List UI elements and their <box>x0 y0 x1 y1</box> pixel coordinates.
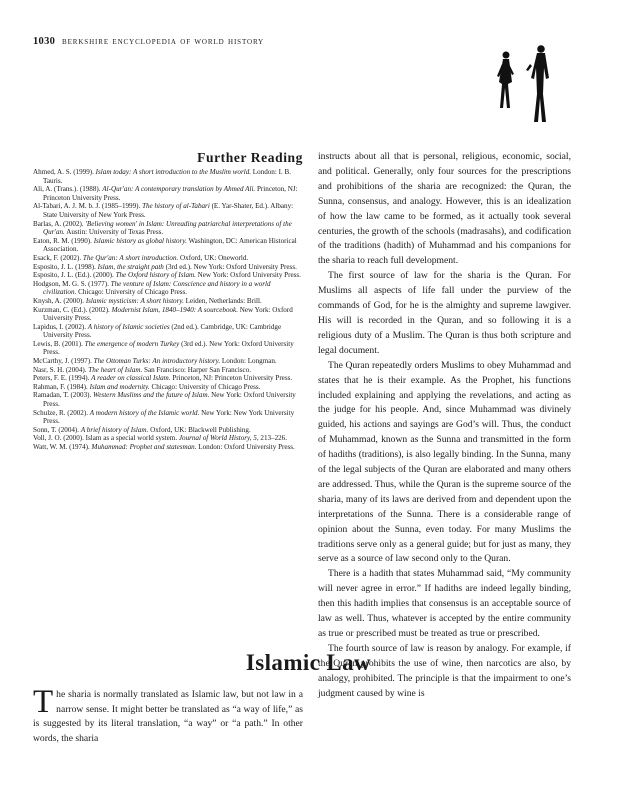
body-column-right <box>318 150 571 702</box>
reference-item <box>33 426 303 435</box>
reference-post: Chicago: University of Chicago Press. <box>149 382 261 391</box>
reference-title: Al-Qur'an: A contemporary translation by Ahmed Ali. <box>102 185 256 194</box>
reference-pre: Sonn, T. (2004). <box>33 425 81 434</box>
reference-title: Islam, the straight path <box>97 262 164 271</box>
drop-cap: T <box>33 684 54 720</box>
reference-item <box>33 168 303 185</box>
reference-item <box>33 374 303 383</box>
reference-post: Princeton, NJ: Princeton University Press. <box>170 374 293 383</box>
reference-item <box>33 202 303 219</box>
body-paragraph: There is a hadith that states Muhammad said, “My community will never agree in error.” If hadiths are indeed legally binding, then this hadith implies that consensus is an acceptable source of law as well. Thus, whatever is accepted by the entire community as true or prescribed must be treated as true or prescribed. <box>318 568 571 639</box>
reference-title: A history of Islamic societies <box>87 322 170 331</box>
body-paragraph: instructs about all that is personal, religious, economic, social, and political. Generally, only four sources for the prescriptions and prohibitions of the sharia are recognized: the Quran, the Sunna, consensus, and analogy. However, this is an idealization of how the law came to be formed, as it actually took several centuries, the growth of the schools (madrasahs), and codification of the traditions (hadith) of Muhammad and his companions for the sharia to reach full development. <box>318 151 571 267</box>
reference-title: Journal of World History, 5, <box>178 434 259 443</box>
running-header <box>33 36 264 47</box>
reference-pre: Watt, W. M. (1974). <box>33 443 92 451</box>
reference-post: (2nd ed.). Cambridge, UK: Cambridge University Press. <box>43 322 282 340</box>
reference-item <box>33 443 303 452</box>
reference-title: A brief history of Islam. <box>80 425 149 434</box>
reference-item <box>33 323 303 340</box>
reference-post: London: Longman. <box>220 357 277 366</box>
reference-title: The Qur'an: A short introduction. <box>82 253 179 262</box>
reference-title: A reader on classical Islam. <box>91 374 171 383</box>
reference-title: The emergence of modern Turkey <box>84 339 180 348</box>
reference-pre: Peters, F. E. (1994). <box>33 374 92 383</box>
reference-post: New York: New York University Press. <box>43 408 295 426</box>
reference-post: 213–226. <box>258 434 287 443</box>
further-reading-section <box>33 150 303 452</box>
reference-pre: Esack, F. (2002). <box>33 253 83 262</box>
reference-post: New York: Oxford University Press. <box>43 305 293 323</box>
reference-pre: Esposito, J. L. (Ed.). (2000). <box>33 271 116 280</box>
reference-post: San Francisco: Harper San Francisco. <box>142 365 252 374</box>
reference-title: The heart of Islam. <box>88 365 143 374</box>
body-paragraph: The fourth source of law is reason by analogy. For example, if the Quran prohibits the use of wine, then narcotics are also, by analogy, prohibited. The principle is that the impairment to one’s judgment caused by wine is <box>318 642 571 699</box>
figures-illustration-icon <box>486 42 566 124</box>
reference-pre: Kurzman, C. (Ed.). (2002). <box>33 305 112 314</box>
reference-title: Islamic history as global history. <box>93 236 187 245</box>
reference-title: Islam today: A short introduction to the Muslim world. <box>95 168 252 176</box>
reference-title: The Oxford history of Islam. <box>115 271 196 280</box>
reference-item <box>33 280 303 297</box>
reference-title: Islam and modernity. <box>89 382 150 391</box>
reference-item <box>33 434 303 443</box>
reference-pre: Al-Tabari, A. J. M. b. J. (1985–1999). <box>33 202 143 211</box>
body-paragraph: The first source of law for the sharia is the Quran. For Muslims all aspects of life fall under the purview of the commands of God, for he is the almighty and supreme lawgiver. His will is recorded in the Quran, and so following it is a religious duty of a Muslim. The Quran is thus both scripture and legal document. <box>318 270 571 356</box>
reference-item <box>33 366 303 375</box>
page-number: 1030 <box>33 36 56 47</box>
reference-title: The Ottoman Turks: An introductory history. <box>93 357 221 366</box>
reference-item <box>33 220 303 237</box>
reference-post: (E. Yar-Shater, Ed.). Albany: State University of New York Press. <box>43 202 294 219</box>
reference-title: Islamic mysticism: A short history. <box>85 296 184 305</box>
reference-item <box>33 254 303 263</box>
reference-title: A modern history of the Islamic world. <box>89 408 200 417</box>
reference-pre: Barlas, A. (2002). <box>33 219 86 228</box>
further-reading-heading: Further Reading <box>197 150 303 165</box>
reference-post: Austin: University of Texas Press. <box>64 228 164 237</box>
reference-title: The history of al-Tabari <box>142 202 210 211</box>
reference-item <box>33 340 303 357</box>
article-intro-paragraph <box>33 684 303 746</box>
reference-item <box>33 185 303 202</box>
reference-post: (3rd ed.). New York: Oxford University Press. <box>163 262 297 271</box>
reference-title: Western Muslims and the future of Islam. <box>93 391 210 400</box>
reference-pre: Schulze, R. (2002). <box>33 408 90 417</box>
reference-pre: Esposito, J. L. (1998). <box>33 262 98 271</box>
reference-post: New York: Oxford University Press. <box>195 271 301 280</box>
reference-pre: Ramadan, T. (2003). <box>33 391 94 400</box>
reference-post: Oxford, UK: Blackwell Publishing. <box>148 425 251 434</box>
body-paragraph: The Quran repeatedly orders Muslims to obey Muhammad and states that he is their example. As the Prophet, his functions included explaining and applying the revelations, and acting as the judge for his people. And, since Muhammad was divinely guided, his actions and sayings are God’s will. Thus, the conduct of Muhammad, known as the Sunna and transmitted in the form of hadiths (traditions), is also legally binding. In the Sunna, many of the legal subjects of the Quran are elaborated and many others are addressed. Thus, while the Quran is the supreme source of the sharia, many of its laws are derived from and dependent upon the interpretations of the Sunna. There is a considerable range of opinion about the Sunna, even today. For many Muslims the traditions serve only as a general guide; but for just as many, they serve as a source of law second only to the Quran. <box>318 359 571 565</box>
reference-item <box>33 297 303 306</box>
reference-pre: Ali, A. (Trans.). (1988). <box>33 185 103 194</box>
reference-post: New York: Oxford University Press. <box>43 391 296 409</box>
reference-pre: Lewis, B. (2001). <box>33 339 85 348</box>
reference-item <box>33 409 303 426</box>
reference-post: (3rd ed.). New York: Oxford University Press. <box>43 339 294 357</box>
reference-post: London: Oxford University Press. <box>196 443 295 451</box>
article-title: Islamic Law <box>245 650 372 675</box>
reference-title: The venture of Islam: Conscience and history in a world civilization. <box>43 279 271 297</box>
reference-pre: Nasr, S. H. (2004). <box>33 365 89 374</box>
reference-post: London: I. B. Tauris. <box>43 168 292 185</box>
reference-list <box>33 168 303 452</box>
reference-pre: Rahman, F. (1984). <box>33 382 90 391</box>
reference-item <box>33 357 303 366</box>
reference-item <box>33 263 303 272</box>
reference-post: Washington, DC: American Historical Association. <box>43 236 297 254</box>
reference-pre: Eaton, R. M. (1990). <box>33 236 94 245</box>
reference-title: Modernist Islam, 1840–1940: A sourcebook. <box>111 305 238 314</box>
intro-text: he sharia is normally translated as Islamic law, but not law in a narrow sense. It might better be translated as “a way of life,” as is suggested by its literal translation, “a way” or “a path.” In other words, the sharia <box>33 689 303 744</box>
reference-pre: Voll, J. O. (2000). Islam as a special world system. <box>33 434 179 443</box>
running-title: berkshire encyclopedia of world history <box>62 36 265 47</box>
reference-post: Oxford, UK: Oneworld. <box>178 253 249 262</box>
reference-pre: Lapidus, I. (2002). <box>33 322 88 331</box>
reference-post: Princeton, NJ: Princeton University Press. <box>43 185 298 202</box>
reference-pre: McCarthy, J. (1997). <box>33 357 94 366</box>
reference-item <box>33 306 303 323</box>
reference-item <box>33 383 303 392</box>
reference-item <box>33 271 303 280</box>
reference-pre: Hodgson, M. G. S. (1977). <box>33 279 111 288</box>
reference-post: Leiden, Netherlands: Brill. <box>183 296 262 305</box>
reference-post: Chicago: University of Chicago Press. <box>76 288 188 297</box>
reference-pre: Ahmed, A. S. (1999). <box>33 168 96 176</box>
reference-item <box>33 237 303 254</box>
reference-item <box>33 391 303 408</box>
reference-pre: Knysh, A. (2000). <box>33 296 86 305</box>
reference-title: 'Believing women' in Islam: Unreading patriarchal interpretations of the Qur'an. <box>43 219 292 237</box>
reference-title: Muhammad: Prophet and statesman. <box>91 443 197 451</box>
